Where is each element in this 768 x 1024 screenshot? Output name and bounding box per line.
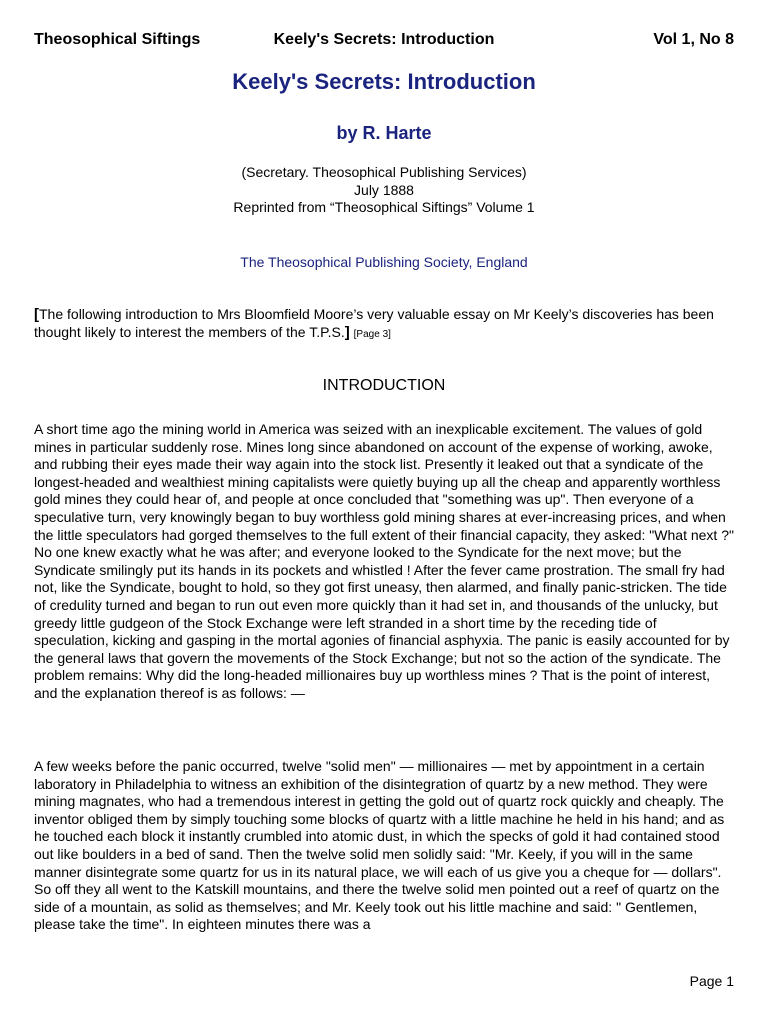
meta-affiliation: (Secretary. Theosophical Publishing Services) (241, 164, 527, 180)
note-text: The following introduction to Mrs Bloomfield Moore’s very valuable essay on Mr Keely’s discoveries has been thought likely to interest the members of the T.P.S. (34, 306, 714, 340)
publication-meta (0, 164, 768, 217)
note-open-bracket: [ (34, 306, 39, 323)
running-header (34, 30, 734, 50)
header-publication: Theosophical Siftings (34, 31, 201, 48)
body-paragraph: A short time ago the mining world in America was seized with an inexplicable excitement. The values of gold mines in particular suddenly rose. Mines long since abandoned on account of the expense of working, awoke, and rubbing their eyes made their way again into the stock list. Presently it leaked out that a syndicate of the longest-headed and wealthiest mining capitalists were quietly buying up all the cheap and apparently worthless gold mines they could hear of, and people at once concluded that "something was up". Then everyone of a speculative turn, very knowingly began to buy worthless gold mining shares at ever-increasing prices, and when the little speculators had gorged themselves to the full extent of their financial capacity, they asked: "What next ?" No one knew exactly what he was after; and everyone looked to the Syndicate for the next move; but the Syndicate smilingly put its hands in its pockets and whistled ! After the fever came prostration. The small fry had not, like the Syndicate, bought to hold, so they got first uneasy, then alarmed, and finally panic-stricken. The tide of credulity turned and began to run out even more quickly than it had set in, and thousands of the unlucky, but greedy little gudgeon of the Stock Exchange were left stranded in a short time by the receding tide of speculation, kicking and gasping in the mortal agonies of financial asphyxia. The panic is easily accounted for by the general laws that govern the movements of the Stock Exchange; but not so the action of the syndicate. The problem remains: Why did the long-headed millionaires buy up worthless mines ? That is the point of interest, and the explanation thereof is as follows: — (34, 421, 734, 701)
author-byline: by R. Harte (336, 123, 432, 143)
meta-date: July 1888 (354, 181, 414, 198)
page-reference: [Page 3] (353, 328, 391, 340)
note-close-bracket: ] (344, 323, 350, 341)
document-title: Keely's Secrets: Introduction (232, 69, 536, 94)
body-paragraph: A few weeks before the panic occurred, twelve "solid men" — millionaires — met by appointment in a certain laboratory in Philadelphia to witness an exhibition of the disintegration of quartz by a new method. They were mining magnates, who had a tremendous interest in getting the gold out of quartz rock quickly and cheaply. The inventor obliged them by simply touching some blocks of quartz with a little machine he held in his hand; and as he touched each block it instantly crumbled into atomic dust, in which the specks of gold it had contained stood out like boulders in a bed of sand. Then the twelve solid men solidly said: "Mr. Keely, if you will in the same manner disintegrate some quartz for us in its natural place, we will each of us give you a cheque for — dollars". So off they all went to the Katskill mountains, and there the twelve solid men pointed out a reef of quartz on the side of a mountain, as solid as themselves; and Mr. Keely took out his little machine and said: " Gentlemen, please take the time". In eighteen minutes there was a (34, 758, 725, 933)
page-number: Page 1 (689, 973, 734, 989)
section-heading: INTRODUCTION (322, 377, 446, 394)
meta-reprint: Reprinted from “Theosophical Siftings” Volume 1 (233, 199, 535, 215)
editorial-note (34, 306, 734, 343)
header-volume: Vol 1, No 8 (653, 31, 734, 48)
publisher-line: The Theosophical Publishing Society, England (240, 254, 528, 270)
header-article-title: Keely's Secrets: Introduction (273, 31, 495, 48)
